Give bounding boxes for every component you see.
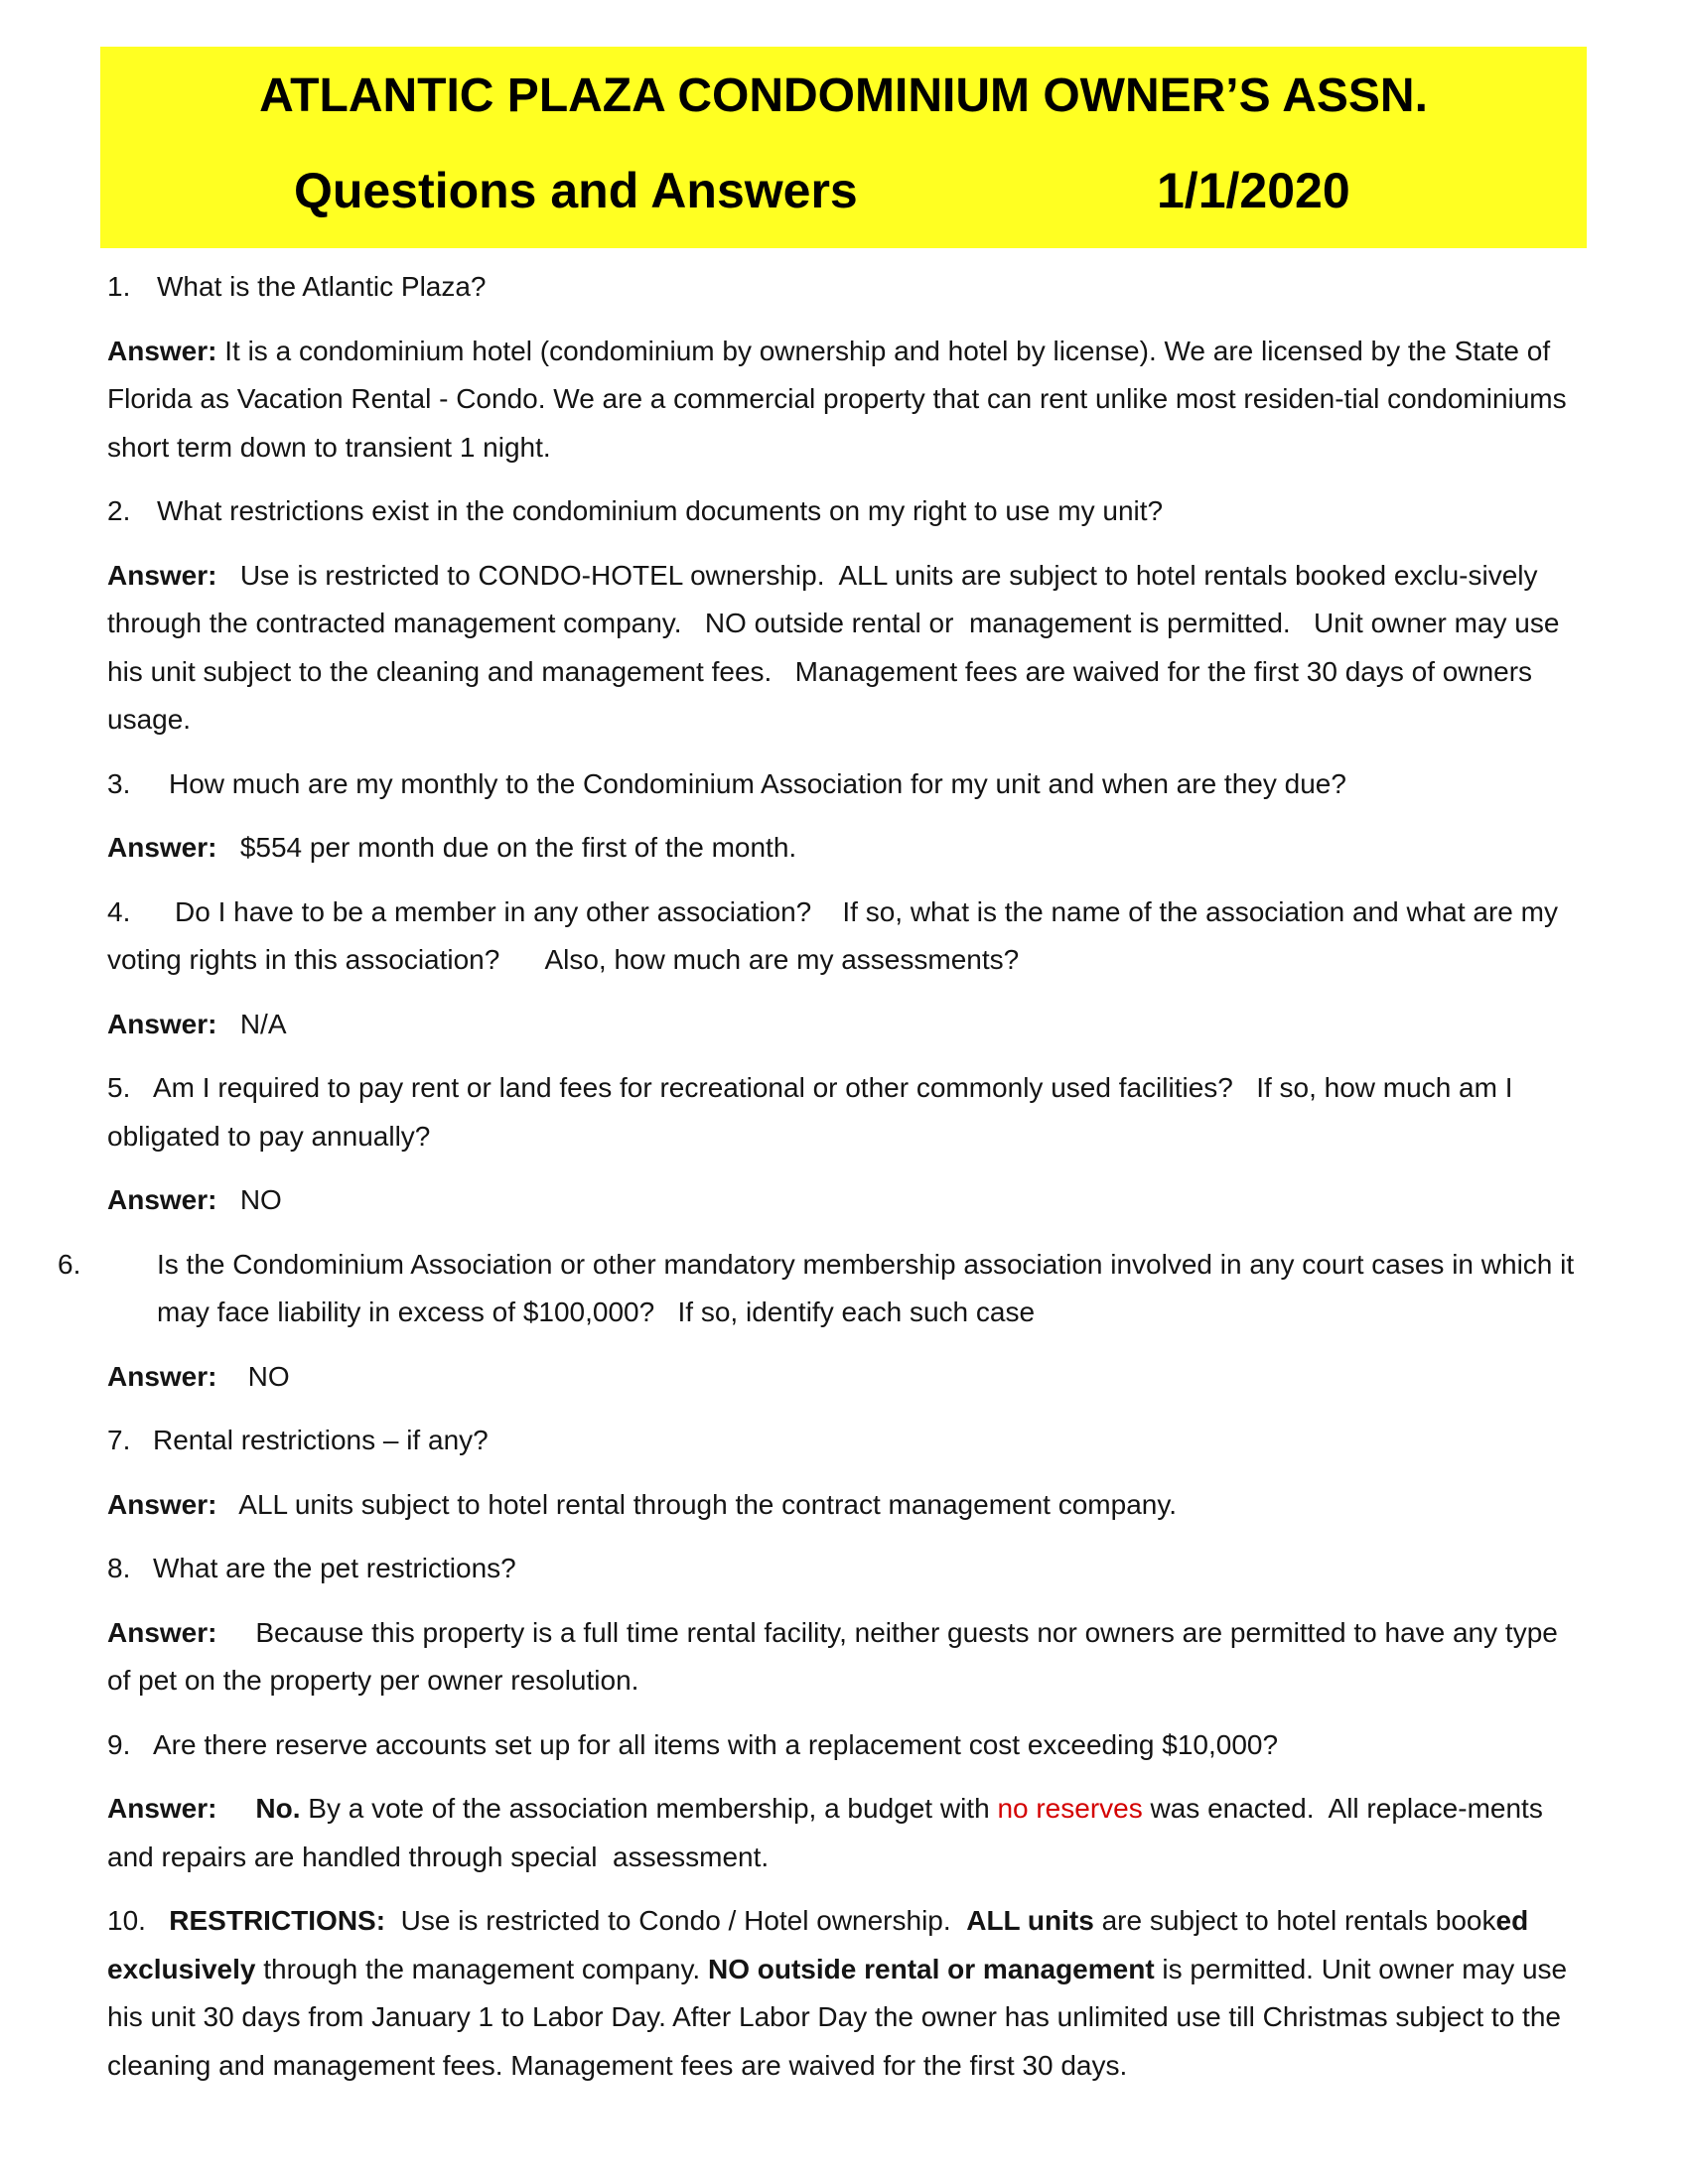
question-number: 9.: [107, 1728, 131, 1760]
question-5: [107, 1064, 1579, 1160]
restrictions-text-3: through the management company.: [263, 1953, 701, 1984]
restrictions-bold-3: NO outside rental or management: [708, 1953, 1155, 1984]
answer-1: [107, 328, 1579, 473]
answer-2: [107, 552, 1579, 745]
question-text: What is the Atlantic Plaza?: [157, 271, 487, 302]
question-1: [107, 263, 1579, 312]
question-2: [107, 487, 1579, 536]
document-title: ATLANTIC PLAZA CONDOMINIUM OWNER’S ASSN.: [259, 69, 1428, 122]
answer-3: [107, 824, 1579, 873]
restrictions-text-1: Use is restricted to Condo / Hotel ownership.: [400, 1905, 951, 1936]
question-text: Is the Condominium Association or other mandatory membership association involved in any court cases in which it may face liability in excess of $100,000? If so, identify each such case: [157, 1248, 1582, 1327]
document-date: 1/1/2020: [1157, 163, 1350, 218]
answer-label: Answer:: [107, 832, 217, 863]
answer-label: Answer:: [107, 1184, 217, 1215]
question-number: 2.: [107, 495, 131, 526]
question-8: [107, 1545, 1579, 1593]
question-number: 8.: [107, 1553, 131, 1583]
answer-7: [107, 1481, 1579, 1530]
question-3: [107, 760, 1579, 809]
item-number: 10.: [107, 1905, 146, 1936]
answer-text: Use is restricted to CONDO-HOTEL ownership. ALL units are subject to hotel rentals booked exclu-sively through the contracted management company. NO outside rental or management is permitted. Unit owner may use his unit subject to the cleaning and management fees. Management fees are waived for the first 30 days of owners usage.: [107, 559, 1568, 735]
question-6: [58, 1241, 1582, 1337]
question-number: 1.: [107, 271, 131, 302]
question-4: [107, 888, 1579, 985]
answer-text: Because this property is a full time rental facility, neither guests nor owners are permitted to have any type of pet on the property per owner resolution.: [107, 1616, 1566, 1696]
answer-text: NO: [247, 1360, 290, 1392]
answer-label: Answer:: [107, 1488, 217, 1520]
answer-9: [107, 1785, 1579, 1881]
answer-text: ALL units subject to hotel rental through the contract management company.: [238, 1488, 1178, 1520]
answer-label: Answer:: [107, 1360, 217, 1392]
answer-label: Answer:: [107, 1793, 217, 1824]
question-text: What are the pet restrictions?: [153, 1553, 516, 1583]
answer-8: [107, 1609, 1579, 1706]
answer-text: $554 per month due on the first of the month.: [239, 832, 797, 863]
answer-text: NO: [239, 1184, 282, 1215]
answer-text-end: was enacted. All replace-ments and repairs are handled through special assessment.: [107, 1793, 1551, 1872]
answer-6: [107, 1353, 1579, 1402]
answer-label: Answer:: [107, 559, 217, 591]
restrictions-paragraph: [107, 1897, 1579, 2090]
answer-label: Answer:: [107, 1616, 217, 1648]
answer-4: [107, 1001, 1579, 1049]
question-text: Am I required to pay rent or land fees for recreational or other commonly used facilities? If so, how much am I obligated to pay annually?: [107, 1072, 1521, 1152]
question-number: 7.: [107, 1425, 131, 1455]
question-text: How much are my monthly to the Condominium Association for my unit and when are they due?: [169, 767, 1346, 799]
answer-text: N/A: [239, 1008, 287, 1039]
restrictions-text-2: are subject to hotel rentals book: [1101, 1905, 1496, 1936]
header-banner: [100, 47, 1587, 248]
answer-label: Answer:: [107, 1008, 217, 1039]
restrictions-label: RESTRICTIONS:: [169, 1905, 386, 1936]
question-number: 3.: [107, 767, 131, 799]
answer-text: It is a condominium hotel (condominium by ownership and hotel by license). We are licensed by the State of Florida as Vacation Rental - Condo. We are a commercial property that can rent unlike most residen-tial condominiums short term down to transient 1 night.: [107, 335, 1567, 463]
question-7: [107, 1417, 1579, 1465]
answer-5: [107, 1176, 1579, 1225]
question-text: Are there reserve accounts set up for all items with a replacement cost exceeding $10,000?: [153, 1728, 1279, 1760]
question-text: What restrictions exist in the condominium documents on my right to use my unit?: [157, 495, 1164, 526]
answer-text: By a vote of the association membership, a budget with: [308, 1793, 990, 1824]
question-text: Rental restrictions – if any?: [153, 1425, 489, 1455]
document-subtitle: Questions and Answers: [294, 163, 858, 218]
question-number: 6.: [58, 1248, 81, 1280]
question-number: 5.: [107, 1072, 131, 1103]
answer-label: Answer:: [107, 335, 217, 366]
question-text: Do I have to be a member in any other association? If so, what is the name of the association and what are my voting rights in this association? Also, how much are my assessments?: [107, 895, 1566, 975]
qa-list: [58, 263, 1582, 2106]
restrictions-bold-2: ed exclusively: [107, 1905, 1536, 1984]
restrictions-text-4: is permitted. Unit owner may use his unit 30 days from January 1 to Labor Day. After Labor Day the owner has unlimited use till Christmas subject to the cleaning and management fees. Management fees are waived for the first 30 days.: [107, 1953, 1575, 2081]
question-9: [107, 1721, 1579, 1770]
question-number: 4.: [107, 895, 131, 927]
answer-bold: No.: [255, 1793, 301, 1824]
restrictions-bold-1: ALL units: [966, 1905, 1094, 1936]
answer-highlight: no reserves: [997, 1793, 1143, 1824]
